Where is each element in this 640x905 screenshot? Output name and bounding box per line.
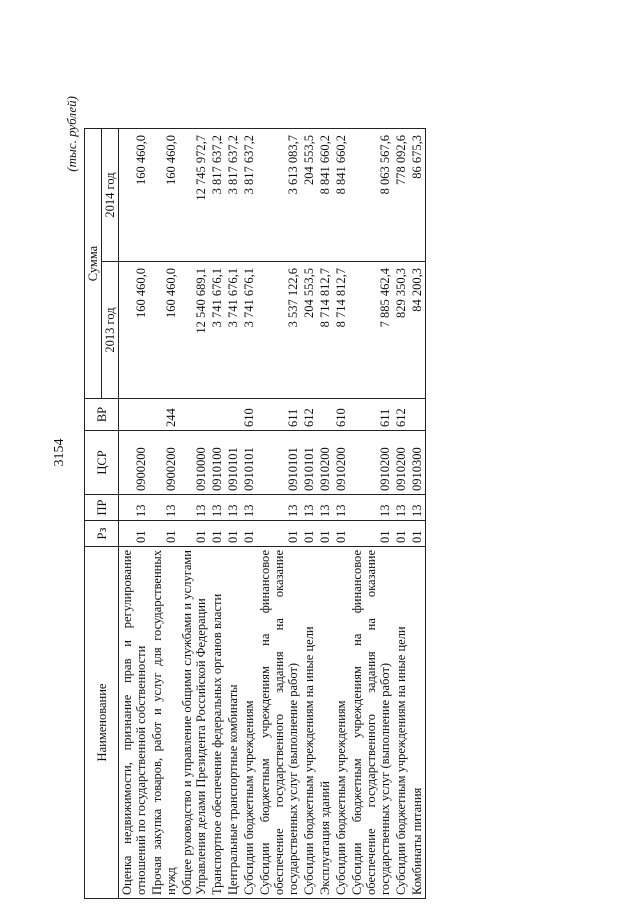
cell-rz: 01 (393, 521, 409, 547)
cell-name: Субсидии бюджетным учреждениям на иные цели (393, 547, 409, 899)
cell-2013: 3 537 122,6 (257, 262, 301, 399)
cell-csr: 0910101 (225, 431, 241, 495)
cell-vr (409, 399, 426, 431)
cell-rz: 01 (209, 521, 225, 547)
cell-name: Центральные транспортные комбинаты (225, 547, 241, 899)
cell-rz: 01 (225, 521, 241, 547)
cell-name: Субсидии бюджетным учреждениям на финансовое обеспечение государственного задания на оказание государственных услуг (выполнение работ) (257, 547, 301, 899)
cell-vr: 612 (301, 399, 317, 431)
cell-pr: 13 (149, 495, 179, 521)
cell-vr (119, 399, 150, 431)
cell-pr: 13 (209, 495, 225, 521)
table-row (349, 129, 393, 899)
cell-rz: 01 (149, 521, 179, 547)
cell-name: Оценка недвижимости, признание прав и регулирование отношений по государственной собственности (119, 547, 150, 899)
cell-pr: 13 (349, 495, 393, 521)
cell-rz: 01 (301, 521, 317, 547)
cell-2014: 160 460,0 (149, 129, 179, 262)
cell-name: Субсидии бюджетным учреждениям на финансовое обеспечение государственного задания на оказание государственных услуг (выполнение работ) (349, 547, 393, 899)
cell-pr: 13 (119, 495, 150, 521)
header-2013: 2013 год (102, 262, 119, 399)
cell-2013: 829 350,3 (393, 262, 409, 399)
cell-pr: 13 (317, 495, 333, 521)
cell-vr: 244 (149, 399, 179, 431)
cell-csr: 0910200 (333, 431, 349, 495)
cell-rz: 01 (119, 521, 150, 547)
cell-csr: 0910101 (301, 431, 317, 495)
cell-csr: 0910101 (257, 431, 301, 495)
table-row (333, 129, 349, 899)
cell-2014: 8 841 660,2 (317, 129, 333, 262)
cell-csr: 0910101 (241, 431, 257, 495)
cell-vr: 610 (333, 399, 349, 431)
cell-rz: 01 (317, 521, 333, 547)
cell-2014: 160 460,0 (119, 129, 150, 262)
cell-2013: 204 553,5 (301, 262, 317, 399)
cell-name: Комбинаты питания (409, 547, 426, 899)
header-rz: Рз (85, 521, 119, 547)
cell-vr (317, 399, 333, 431)
cell-2013: 8 714 812,7 (333, 262, 349, 399)
table-row (257, 129, 301, 899)
units-label: (тыс. рублей) (64, 96, 79, 172)
cell-2013: 3 741 676,1 (209, 262, 225, 399)
cell-pr: 13 (225, 495, 241, 521)
table-row (393, 129, 409, 899)
cell-csr: 0910300 (409, 431, 426, 495)
cell-rz: 01 (333, 521, 349, 547)
cell-rz: 01 (257, 521, 301, 547)
header-sum: Сумма (85, 129, 102, 399)
cell-2014: 3 817 637,2 (209, 129, 225, 262)
cell-pr: 13 (257, 495, 301, 521)
cell-rz: 01 (349, 521, 393, 547)
cell-name: Субсидии бюджетным учреждениям на иные цели (301, 547, 317, 899)
cell-name: Эксплуатация зданий (317, 547, 333, 899)
cell-vr (209, 399, 225, 431)
table-row (119, 129, 150, 899)
table-row (225, 129, 241, 899)
page-number: 3154 (52, 438, 67, 467)
cell-csr: 0910100 (209, 431, 225, 495)
cell-vr: 612 (393, 399, 409, 431)
cell-rz: 01 (241, 521, 257, 547)
cell-pr: 13 (409, 495, 426, 521)
cell-csr: 0900200 (119, 431, 150, 495)
cell-2013: 160 460,0 (149, 262, 179, 399)
cell-2014: 8 841 660,2 (333, 129, 349, 262)
cell-pr: 13 (393, 495, 409, 521)
header-csr: ЦСР (85, 431, 119, 495)
cell-name: Субсидии бюджетным учреждениям (333, 547, 349, 899)
cell-name: Субсидии бюджетным учреждениям (241, 547, 257, 899)
cell-2014: 3 613 083,7 (257, 129, 301, 262)
cell-2014: 778 092,6 (393, 129, 409, 262)
table-row (317, 129, 333, 899)
table-row (179, 129, 209, 899)
table-body (119, 129, 426, 899)
cell-2014: 3 817 637,2 (241, 129, 257, 262)
table-row (301, 129, 317, 899)
cell-csr: 0910200 (393, 431, 409, 495)
table-row (241, 129, 257, 899)
cell-2013: 8 714 812,7 (317, 262, 333, 399)
cell-name: Транспортное обеспечение федеральных органов власти (209, 547, 225, 899)
header-row (85, 129, 102, 899)
budget-table (84, 128, 426, 899)
cell-csr: 0910000 (179, 431, 209, 495)
cell-csr: 0900200 (149, 431, 179, 495)
cell-vr: 611 (257, 399, 301, 431)
cell-pr: 13 (333, 495, 349, 521)
cell-pr: 13 (301, 495, 317, 521)
table-row (209, 129, 225, 899)
cell-rz: 01 (409, 521, 426, 547)
cell-csr: 0910200 (317, 431, 333, 495)
header-vr: ВР (85, 399, 119, 431)
cell-vr (179, 399, 209, 431)
cell-rz: 01 (179, 521, 209, 547)
cell-2013: 160 460,0 (119, 262, 150, 399)
cell-pr: 13 (241, 495, 257, 521)
cell-2013: 3 741 676,1 (241, 262, 257, 399)
cell-2014: 3 817 637,2 (225, 129, 241, 262)
cell-csr: 0910200 (349, 431, 393, 495)
cell-vr: 611 (349, 399, 393, 431)
cell-2013: 3 741 676,1 (225, 262, 241, 399)
cell-pr: 13 (179, 495, 209, 521)
header-name: Наименование (85, 547, 119, 899)
cell-vr: 610 (241, 399, 257, 431)
cell-2013: 7 885 462,4 (349, 262, 393, 399)
table-row (149, 129, 179, 899)
header-2014: 2014 год (102, 129, 119, 262)
cell-2014: 12 745 972,7 (179, 129, 209, 262)
cell-2014: 204 553,5 (301, 129, 317, 262)
cell-2014: 8 063 567,6 (349, 129, 393, 262)
header-pr: ПР (85, 495, 119, 521)
cell-2014: 86 675,3 (409, 129, 426, 262)
cell-name: Общее руководство и управление общими службами и услугами Управления делами Президента Российской Федерации (179, 547, 209, 899)
cell-vr (225, 399, 241, 431)
table-row (409, 129, 426, 899)
cell-name: Прочая закупка товаров, работ и услуг для государственных нужд (149, 547, 179, 899)
cell-2013: 84 200,3 (409, 262, 426, 399)
cell-2013: 12 540 689,1 (179, 262, 209, 399)
